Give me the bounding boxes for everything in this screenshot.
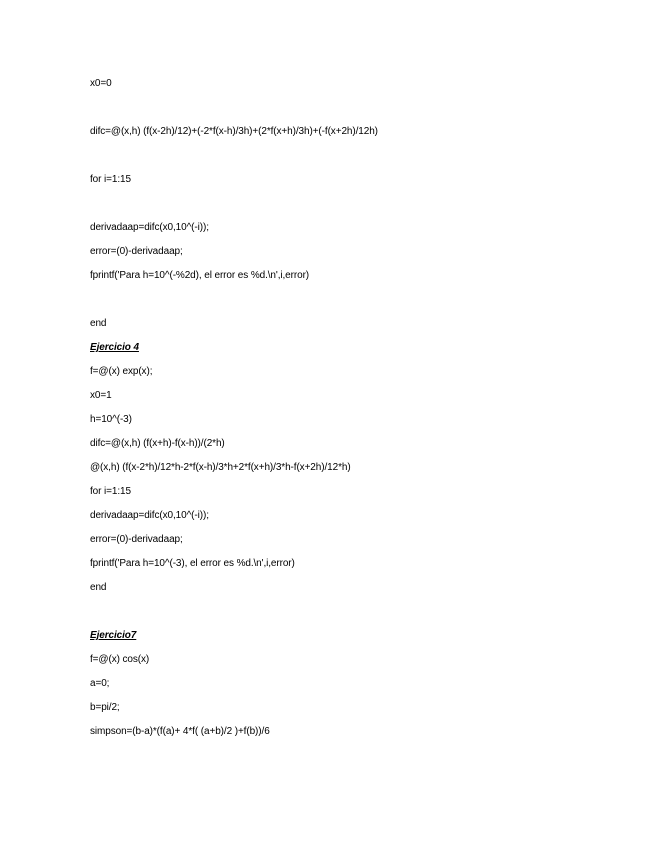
code-line: f=@(x) cos(x)	[90, 654, 150, 665]
code-line: b=pi/2;	[90, 702, 120, 713]
section-heading: Ejercicio 4	[90, 342, 139, 353]
code-line: fprintf('Para h=10^(-3), el error es %d.\n',i,error)	[90, 558, 295, 569]
code-line: derivadaap=difc(x0,10^(-i));	[90, 510, 209, 521]
code-line: simpson=(b-a)*(f(a)+ 4*f( (a+b)/2 )+f(b))/6	[90, 726, 270, 737]
code-line: h=10^(-3)	[90, 414, 132, 425]
code-line: error=(0)-derivadaap;	[90, 246, 183, 257]
code-line: for i=1:15	[90, 174, 131, 185]
code-line: for i=1:15	[90, 486, 131, 497]
code-line: f=@(x) exp(x);	[90, 366, 153, 377]
code-line: end	[90, 582, 107, 593]
code-line: difc=@(x,h) (f(x+h)-f(x-h))/(2*h)	[90, 438, 225, 449]
code-line: end	[90, 318, 107, 329]
code-line: a=0;	[90, 678, 110, 689]
code-line: difc=@(x,h) (f(x-2h)/12)+(-2*f(x-h)/3h)+(2*f(x+h)/3h)+(-f(x+2h)/12h)	[90, 126, 378, 137]
code-line: x0=1	[90, 390, 112, 401]
code-line: derivadaap=difc(x0,10^(-i));	[90, 222, 209, 233]
code-line: fprintf('Para h=10^(-%2d), el error es %d.\n',i,error)	[90, 270, 310, 281]
code-line: error=(0)-derivadaap;	[90, 534, 183, 545]
code-line: @(x,h) (f(x-2*h)/12*h-2*f(x-h)/3*h+2*f(x+h)/3*h-f(x+2h)/12*h)	[90, 462, 351, 473]
section-heading: Ejercicio7	[90, 630, 137, 641]
code-line: x0=0	[90, 78, 112, 89]
